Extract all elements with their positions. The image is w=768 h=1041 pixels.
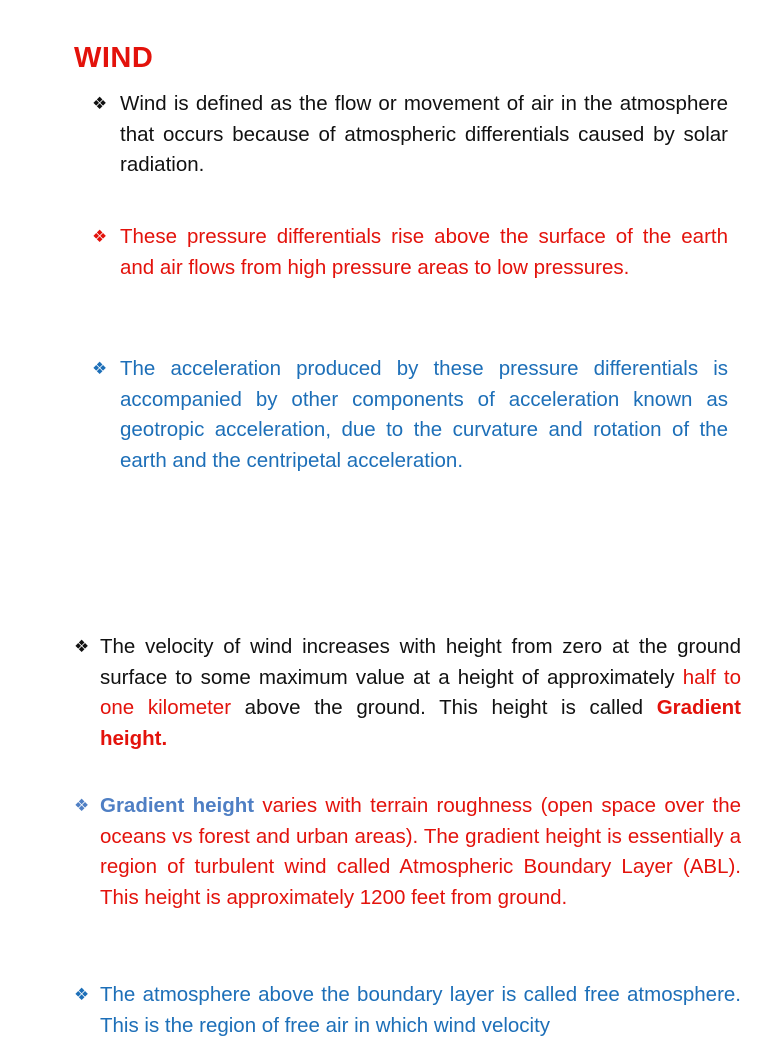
bullet-gradient-height (74, 791, 741, 913)
highlight-gradient-height: Gradient height. (100, 696, 742, 750)
bullet-text: The atmosphere above the boundary layer is called free atmosphere. This is the region of free air in which wind velocity (100, 983, 741, 1037)
page-title: WIND (74, 42, 154, 74)
diamond-bullet-icon: ❖ (92, 359, 108, 379)
diamond-bullet-icon: ❖ (92, 94, 108, 114)
diamond-bullet-icon: ❖ (74, 796, 90, 816)
bullet-text: Wind is defined as the flow or movement of air in the atmosphere that occurs because of atmospheric differentials caused by solar radiation. (120, 92, 728, 176)
diamond-bullet-icon: ❖ (74, 985, 90, 1005)
bullet-text (100, 632, 741, 754)
text-segment: above the ground. This height is called (231, 696, 657, 719)
bullet-wind-definition (92, 89, 728, 181)
bullet-free-atmosphere (74, 980, 741, 1041)
bullet-text (100, 791, 741, 913)
bullet-text: The acceleration produced by these pressure differentials is accompanied by other components of acceleration known as geotropic acceleration, due to the curvature and rotation of the earth and the centripetal acceleration. (120, 357, 728, 472)
diamond-bullet-icon: ❖ (92, 227, 108, 247)
bullet-wind-velocity (74, 632, 742, 754)
bullet-pressure-differentials (92, 222, 728, 283)
bullet-acceleration (92, 354, 728, 476)
text-segment: varies with terrain roughness (open space over the oceans vs forest and urban areas). The gradient height is essentially a region of turbulent wind called Atmospheric Boundary Layer (ABL). This height is approximately 1200 feet from ground. (100, 794, 741, 909)
bullet-text: These pressure differentials rise above the surface of the earth and air flows from high pressure areas to low pressures. (120, 225, 728, 279)
diamond-bullet-icon: ❖ (74, 637, 90, 657)
term-gradient-height: Gradient height (100, 794, 255, 817)
highlight-half-to-one-kilometer: half to one kilometer (100, 665, 741, 719)
text-segment: The velocity of wind increases with height from zero at the ground surface to some maximum value at a height of approximately (100, 635, 741, 689)
